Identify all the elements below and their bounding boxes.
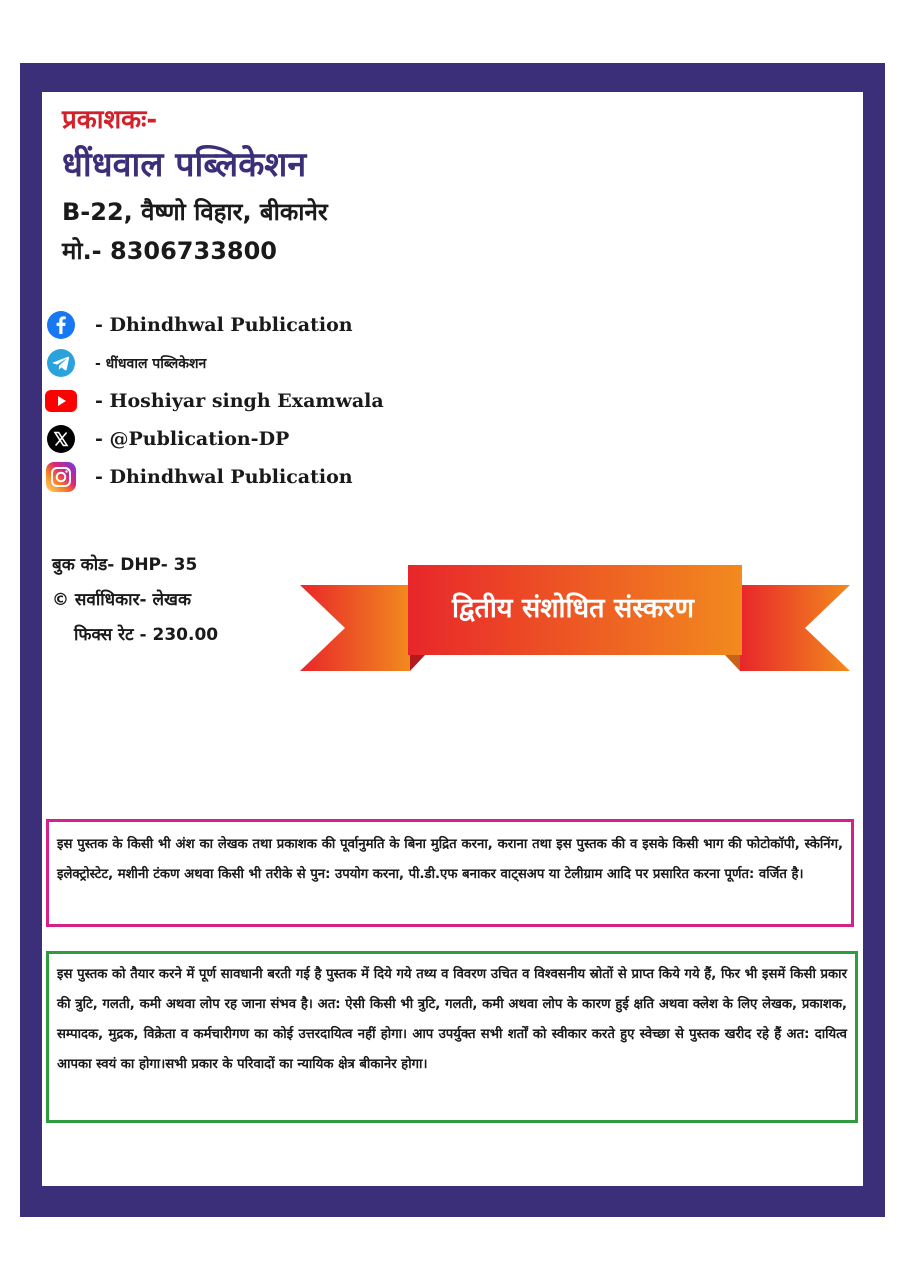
social-facebook[interactable] [45,306,465,344]
youtube-icon [45,385,77,417]
social-instagram[interactable] [45,458,465,496]
social-x-text: - @Publication-DP [95,428,290,450]
fixed-price: फिक्स रेट - 230.00 [74,625,219,645]
copyright-line: © सर्वाधिकार- लेखक [52,590,191,610]
publisher-label: प्रकाशकः- [62,105,158,135]
publisher-address: B-22, वैष्णो विहार, बीकानेर [62,198,328,226]
facebook-icon [45,309,77,341]
disclaimer-box [46,951,858,1123]
disclaimer-text: इस पुस्तक को तैयार करने में पूर्ण सावधानी बरती गई है पुस्तक में दिये गये तथ्य व विवरण उचित व विश्वसनीय स्रोतों से प्राप्त किये गये हैं, फिर भी इसमें किसी प्रकार की त्रुटि, गलती, कमी अथवा लोप रह जाना संभव है। अत: ऐसी किसी भी त्रुटि, गलती, कमी अथवा लोप के कारण हुई क्षति अथवा क्लेश के लिए लेखक, प्रकाशक, सम्पादक, मुद्रक, विक्रेता व कर्मचारीगण का कोई उत्तरदायित्व नहीं होगा। आप उपर्युक्त सभी शर्तों को स्वीकार करते हुए स्वेच्छा से पुस्तक खरीद रहे हैं अत: दायित्व आपका स्वयं का होगा।सभी प्रकार के परिवादों का न्यायिक क्षेत्र बीकानेर होगा। [57,967,847,1072]
social-facebook-text: - Dhindhwal Publication [95,314,353,336]
book-code: बुक कोड- DHP- 35 [52,555,198,575]
copyright-notice-box [46,819,854,927]
social-youtube-text: - Hoshiyar singh Examwala [95,390,384,412]
book-meta [52,548,218,653]
social-x[interactable] [45,420,465,458]
social-links [45,306,465,496]
social-telegram-text: - धींधवाल पब्लिकेशन [95,355,207,372]
edition-title: द्वितीय संशोधित संस्करण [451,593,694,624]
instagram-icon [45,461,77,493]
publisher-name: धींधवाल पब्लिकेशन [62,145,307,185]
social-youtube[interactable] [45,382,465,420]
telegram-icon [45,347,77,379]
publisher-mobile: मो.- 8306733800 [62,237,277,265]
copyright-notice-text: इस पुस्तक के किसी भी अंश का लेखक तथा प्रकाशक की पूर्वानुमति के बिना मुद्रित करना, कराना तथा इस पुस्तक की व इसके किसी भाग की फोटोकॉपी, स्केनिंग, इलेक्ट्रोस्टेट, मशीनी टंकण अथवा किसी भी तरीके से पुन: उपयोग करना, पी.डी.एफ बनाकर वाट्सअप या टेलीग्राम आदि पर प्रसारित करना पूर्णत: वर्जित है। [57,837,843,882]
x-icon [45,423,77,455]
social-telegram[interactable] [45,344,465,382]
social-instagram-text: - Dhindhwal Publication [95,466,353,488]
